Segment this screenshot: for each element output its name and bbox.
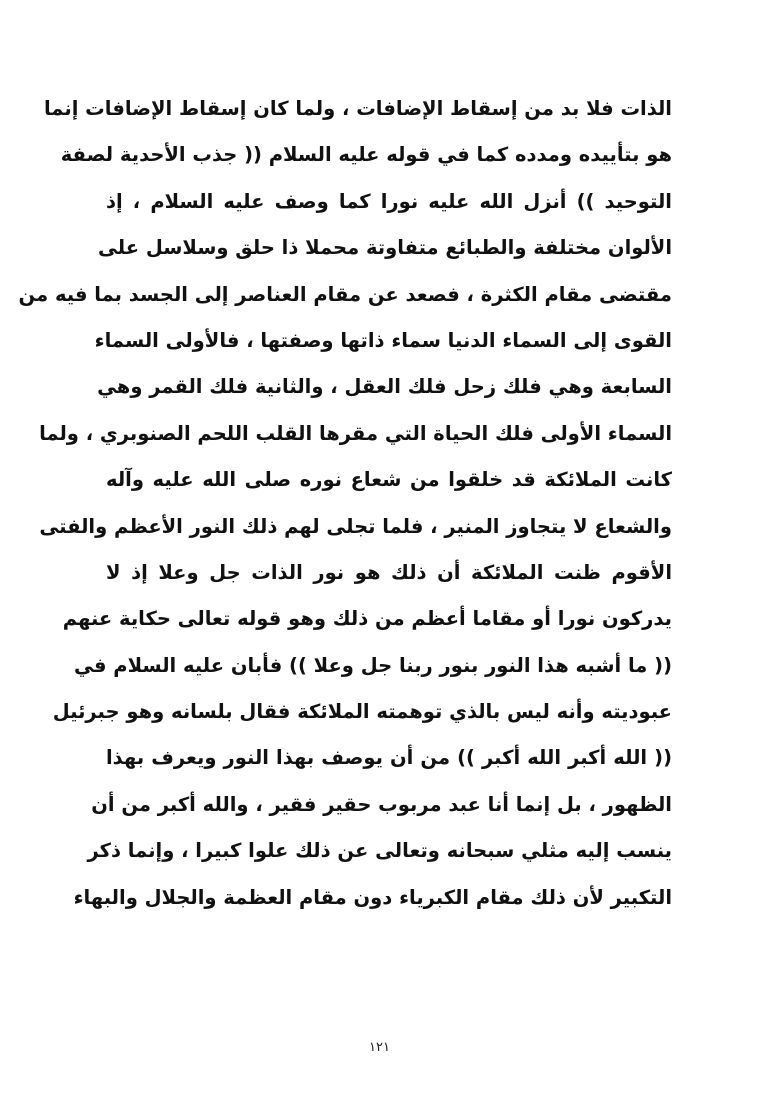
page-number: ١٢١	[369, 1040, 390, 1055]
text-line: عبوديته وأنه ليس بالذي توهمته الملائكة فقال بلسانه وهو جبرئيل	[52, 700, 672, 724]
text-line: هو بتأييده ومدده كما في قوله عليه السلام (( جذب الأحدية لصفة	[60, 143, 672, 167]
text-line: والشعاع لا يتجاوز المنير ، فلما تجلى لهم ذلك النور الأعظم والفتى	[39, 514, 672, 538]
text-line: يدركون نورا أو مقاما أعظم من ذلك وهو قوله تعالى حكاية عنهم	[62, 607, 672, 631]
text-line: كانت الملائكة قد خلقوا من شعاع نوره صلى الله عليه وآله	[106, 468, 672, 492]
text-line: الألوان مختلفة والطبائع متفاوتة محملا ذا حلق وسلاسل على	[98, 236, 672, 260]
text-line: السابعة وهي فلك زحل فلك العقل ، والثانية فلك القمر وهي	[97, 375, 672, 399]
text-line: القوى إلى السماء الدنيا سماء ذاتها وصفتها ، فالأولى السماء	[94, 328, 672, 352]
text-line: التكبير لأن ذلك مقام الكبرياء دون مقام العظمة والجلال والبهاء	[73, 885, 672, 909]
text-line: التوحيد )) أنزل الله عليه نورا كما وصف عليه السلام ، إذ	[106, 189, 672, 213]
text-line: السماء الأولى فلك الحياة التي مقرها القلب اللحم الصنوبري ، ولما	[39, 421, 672, 445]
text-line: الأقوم ظنت الملائكة أن ذلك هو نور الذات جل وعلا إذ لا	[106, 560, 672, 584]
text-line: مقتضى مقام الكثرة ، فصعد عن مقام العناصر إلى الجسد بما فيه من	[18, 282, 672, 306]
text-line: (( الله أكبر الله أكبر )) من أن يوصف بهذا النور ويعرف بهذا	[106, 746, 672, 770]
text-line: الذات فلا بد من إسقاط الإضافات ، ولما كان إسقاط الإضافات إنما	[43, 97, 672, 120]
body-text	[18, 86, 672, 921]
text-line: ينسب إليه مثلي سبحانه وتعالى عن ذلك علوا كبيرا ، وإنما ذكر	[87, 839, 672, 863]
text-line: (( ما أشبه هذا النور بنور ربنا جل وعلا )) فأبان عليه السلام في	[74, 653, 672, 677]
text-line: الظهور ، بل إنما أنا عبد مربوب حقير فقير ، والله أكبر من أن	[91, 792, 672, 816]
